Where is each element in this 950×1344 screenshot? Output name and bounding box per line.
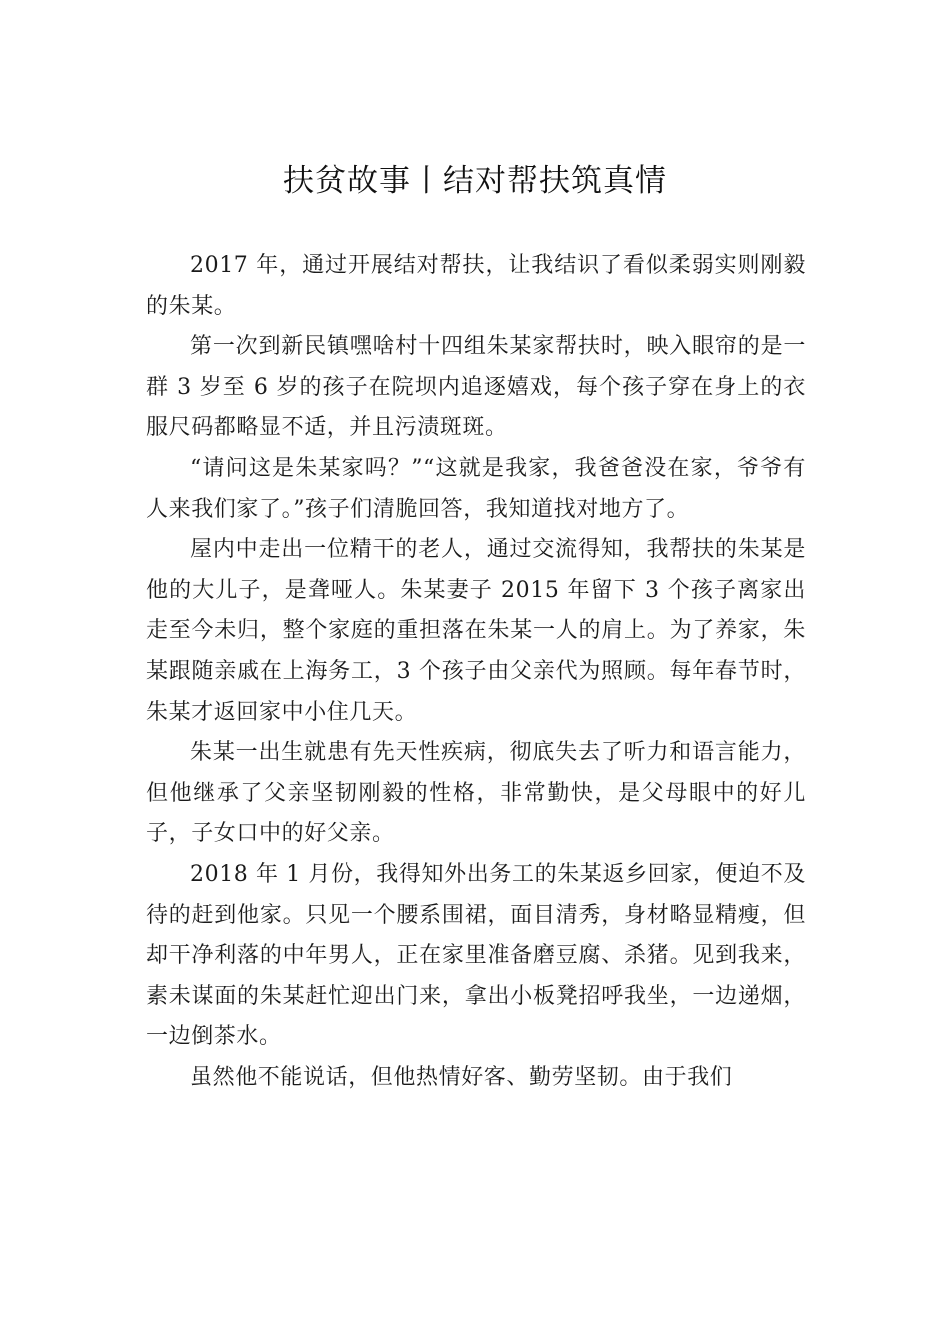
paragraph: 朱某一出生就患有先天性疾病，彻底失去了听力和语言能力，但他继承了父亲坚韧刚毅的性格，非常勤快，是父母眼中的好儿子，子女口中的好父亲。: [146, 740, 806, 847]
paragraph: 2018 年 1 月份，我得知外出务工的朱某返乡回家，便迫不及待的赶到他家。只见一个腰系围裙，面目清秀，身材略显精瘦，但却干净利落的中年男人，正在家里准备磨豆腐、杀猪。见到我来，素未谋面的朱某赶忙迎出门来，拿出小板凳招呼我坐，一边递烟，一边倒茶水。: [146, 861, 806, 1050]
paragraph: 虽然他不能说话，但他热情好客、勤劳坚韧。由于我们: [190, 1064, 733, 1090]
paragraph: 第一次到新民镇嘿啥村十四组朱某家帮扶时，映入眼帘的是一群 3 岁至 6 岁的孩子在院坝内追逐嬉戏，每个孩子穿在身上的衣服尺码都略显不适，并且污渍斑斑。: [146, 334, 806, 441]
document-title: 扶贫故事丨结对帮扶筑真情: [283, 163, 667, 199]
document-body: [146, 246, 806, 1098]
paragraph: 屋内中走出一位精干的老人，通过交流得知，我帮扶的朱某是他的大儿子，是聋哑人。朱某妻子 2015 年留下 3 个孩子离家出走至今未归，整个家庭的重担落在朱某一人的肩上。为了养家，朱某跟随亲戚在上海务工，3 个孩子由父亲代为照顾。每年春节时，朱某才返回家中小住几天。: [146, 537, 806, 725]
paragraph: “请问这是朱某家吗？”“这就是我家，我爸爸没在家，爷爷有人来我们家了。”孩子们清脆回答，我知道找对地方了。: [146, 455, 806, 522]
paragraph: 2017 年，通过开展结对帮扶，让我结识了看似柔弱实则刚毅的朱某。: [146, 253, 806, 319]
